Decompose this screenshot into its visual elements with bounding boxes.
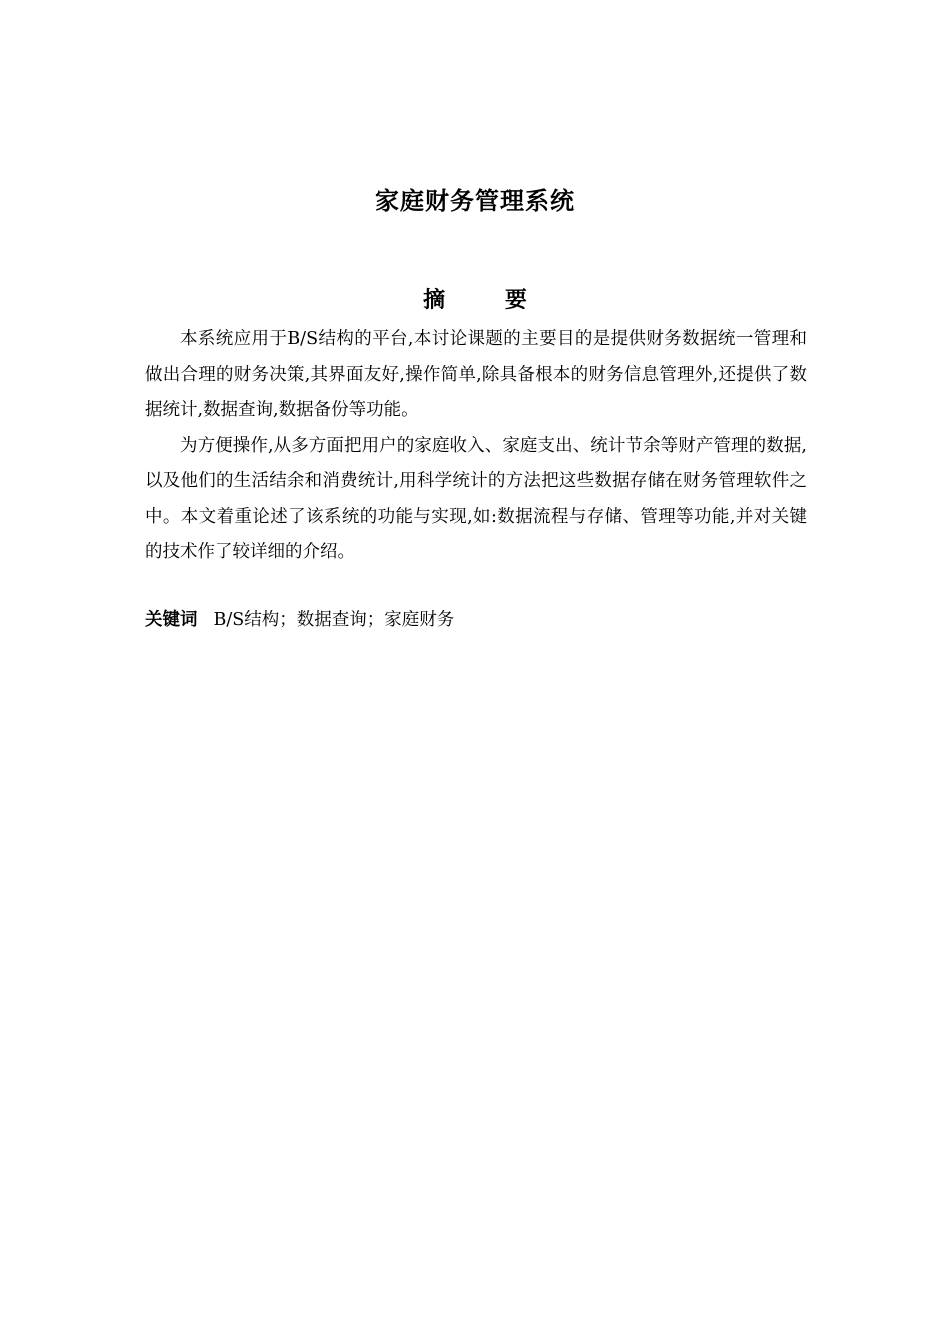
abstract-paragraph-1: 本系统应用于B/S结构的平台,本讨论课题的主要目的是提供财务数据统一管理和做出合理的财务决策,其界面友好,操作简单,除具备根本的财务信息管理外,还提供了数据统计,数据查询,数据备份等功能。	[145, 329, 807, 420]
abstract-heading: 摘 要	[423, 288, 553, 313]
keywords-text: B/S结构；数据查询；家庭财务	[213, 610, 455, 630]
keywords-label: 关键词	[145, 610, 198, 630]
abstract-paragraph-2: 为方便操作,从多方面把用户的家庭收入、家庭支出、统计节余等财产管理的数据,以及他们的生活结余和消费统计,用科学统计的方法把这些数据存储在财务管理软件之中。本文着重论述了该系统的功能与实现,如:数据流程与存储、管理等功能,并对关键的技术作了较详细的介绍。	[145, 435, 807, 562]
document-title: 家庭财务管理系统	[375, 187, 575, 215]
abstract-body	[145, 322, 807, 571]
keywords-line	[145, 604, 807, 636]
